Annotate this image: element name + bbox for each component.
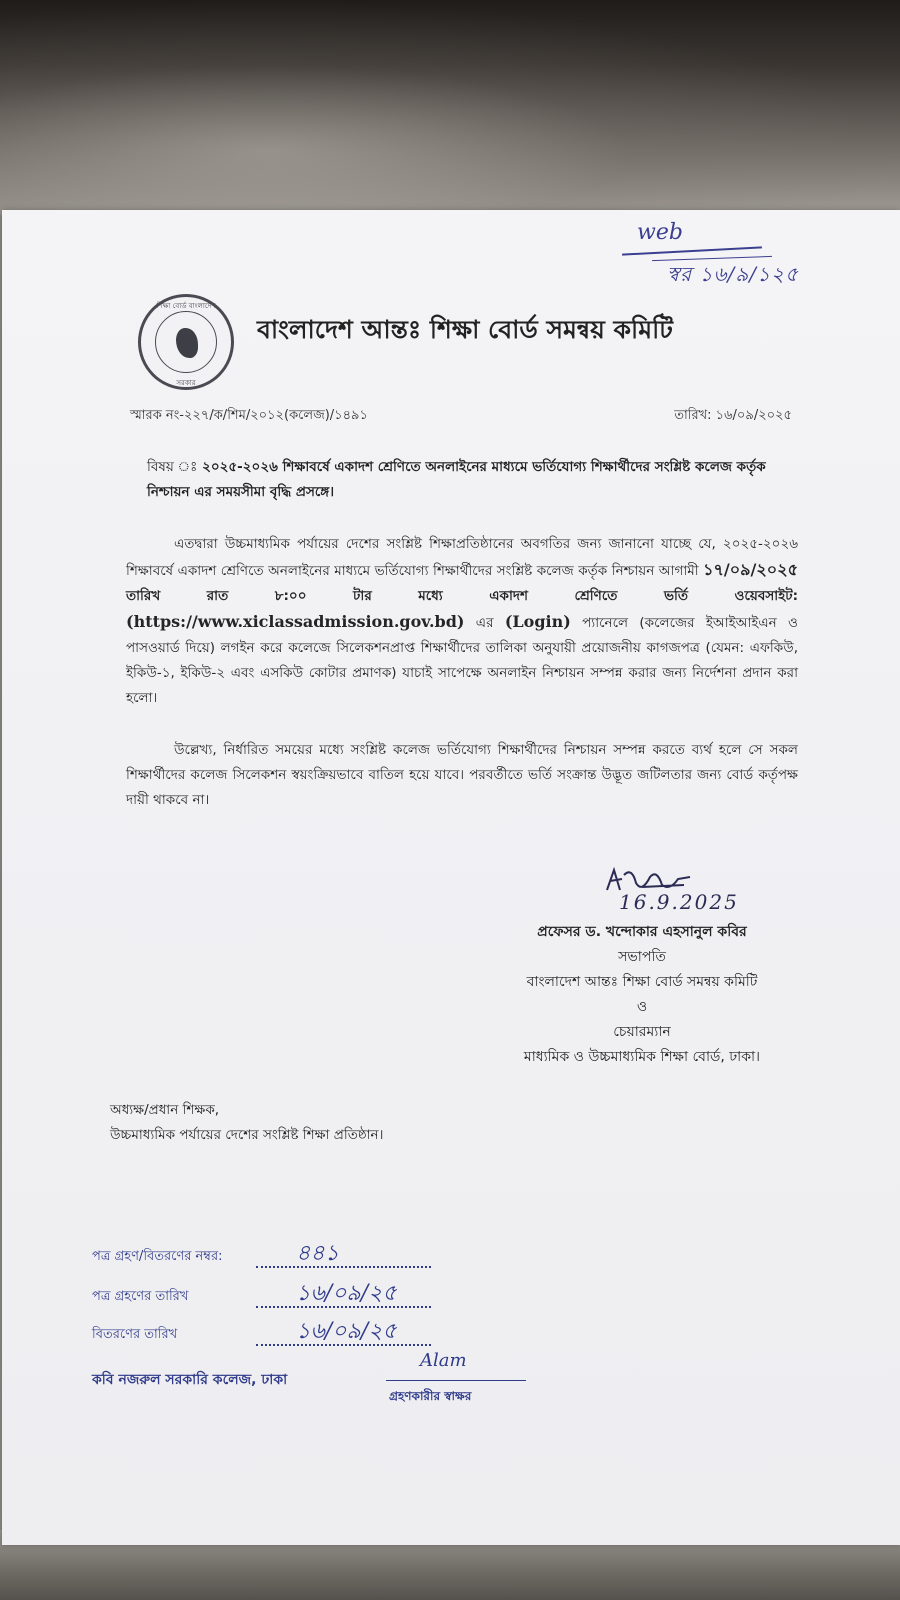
signatory-org-1: বাংলাদেশ আন্তঃ শিক্ষা বোর্ড সমন্বয় কমিটি [526,974,758,990]
government-seal-icon [138,294,234,390]
body-paragraph-1 [126,532,798,711]
receipt-number-row [92,1242,431,1268]
handwritten-note-web: web [637,220,683,245]
letterhead-title: বাংলাদেশ আন্তঃ শিক্ষা বোর্ড সমন্বয় কমিটি [257,315,673,344]
distributed-date-row [92,1320,431,1346]
handwritten-underline [622,246,762,255]
seal-bottom-text: সরকার [176,379,196,387]
received-date-label: পত্র গ্রহণের তারিখ [92,1289,189,1304]
deadline-date: ১৭/০৯/২০২৫ [703,560,798,579]
seal-inner-ring [155,311,217,373]
background-surface-top [0,0,900,215]
signatory-org-2: মাধ্যমিক ও উচ্চমাধ্যমিক শিক্ষা বোর্ড, ঢাকা। [523,1049,761,1065]
para1-part-c: এর [475,615,494,631]
para1-part-b: তারিখ রাত ৮:০০ টার মধ্যে একাদশ শ্রেণিতে ভর্তি ওয়েবসাইট: [126,588,798,604]
college-stamp-text: কবি নজরুল সরকারি কলেজ, ঢাকা [92,1372,288,1388]
memo-date: তারিখ: ১৬/০৯/২০২৫ [674,408,792,423]
signatory-and: ও [636,999,648,1015]
subject-label: বিষয় ঃ [147,459,198,475]
receiver-signature-label: গ্রহণকারীর স্বাক্ষর [389,1389,472,1403]
para1-part-a: এতদ্বারা উচ্চমাধ্যমিক পর্যায়ের দেশের সংশ্লিষ্ট শিক্ষাপ্রতিষ্ঠানের অবগতির জন্য জানানো যাচ্ছে যে, ২০২৫-২০২৬ শিক্ষাবর্ষে একাদশ শ্রেণিতে অনলাইনের মাধ্যমে ভর্তিযোগ্য শিক্ষার্থীদের সংশ্লিষ্ট কলেজ কর্তৃক নিশ্চায়ন আগামী [126,536,798,579]
subject-line [147,455,797,505]
signatory-role-2: চেয়ারম্যান [613,1024,671,1040]
memo-reference: স্মারক নং-২২৭/ক/শিম/২০১২(কলেজ)/১৪৯১ [130,408,368,423]
recipient-block [110,1098,383,1148]
receiver-signature: Alam [420,1350,467,1371]
login-panel-text: (Login) [504,612,571,631]
recipient-line-1: অধ্যক্ষ/প্রধান শিক্ষক, [110,1102,220,1118]
signatory-name: প্রফেসর ড. খন্দোকার এহসানুল কবির [537,924,747,940]
receipt-number-label: পত্র গ্রহণ/বিতরণের নম্বর: [92,1249,223,1264]
receipt-number-value: ৪৪১ [256,1242,431,1268]
signatory-role: সভাপতি [618,949,666,965]
distributed-date-label: বিতরণের তারিখ [92,1327,178,1342]
document-paper [2,210,900,1545]
handwritten-note-number: স্বর ১৬/৯/১২৫ [667,262,799,286]
admission-website-url: (https://www.xiclassadmission.gov.bd) [126,612,465,631]
body-paragraph-2 [126,738,798,813]
received-date-row [92,1282,431,1308]
seal-top-text: শিক্ষা বোর্ড বাংলাদেশ [156,302,216,310]
signature-date: 16.9.2025 [619,890,739,914]
received-date-value: ১৬/০৯/২৫ [256,1282,431,1308]
distributed-date-value: ১৬/০৯/২৫ [256,1320,431,1346]
subject-text: ২০২৫-২০২৬ শিক্ষাবর্ষে একাদশ শ্রেণিতে অনলাইনের মাধ্যমে ভর্তিযোগ্য শিক্ষার্থীদের সংশ্লিষ্ট কলেজ কর্তৃক নিশ্চায়ন এর সময়সীমা বৃদ্ধি প্রসঙ্গে। [147,459,766,500]
receiver-signature-line [386,1380,526,1381]
para1-part-d: প্যানেলে (কলেজের ইআইআইএন ও পাসওয়ার্ড দিয়ে) লগইন করে কলেজে সিলেকশনপ্রাপ্ত শিক্ষার্থীদের তালিকা অনুযায়ী প্রয়োজনীয় কাগজপত্র (যেমন: এফকিউ, ইকিউ-১, ইকিউ-২ এবং এসকিউ কোটার প্রমাণক) যাচাই সাপেক্ষে অনলাইন নিশ্চায়ন সম্পন্ন করার জন্য নির্দেশনা প্রদান করা হলো। [126,615,798,706]
map-icon [176,328,198,358]
recipient-line-2: উচ্চমাধ্যমিক পর্যায়ের দেশের সংশ্লিষ্ট শিক্ষা প্রতিষ্ঠান। [110,1127,384,1143]
para2-text: উল্লেখ্য, নির্ধারিত সময়ের মধ্যে সংশ্লিষ্ট কলেজ ভর্তিযোগ্য শিক্ষার্থীদের নিশ্চায়ন সম্পন্ন করতে ব্যর্থ হলে সে সকল শিক্ষার্থীদের কলেজ সিলেকশন স্বয়ংক্রিয়ভাবে বাতিল হয়ে যাবে। পরবর্তীতে ভর্তি সংক্রান্ত উদ্ভূত জটিলতার জন্য বোর্ড কর্তৃপক্ষ দায়ী থাকবে না। [126,742,798,808]
signatory-block [462,920,822,1070]
